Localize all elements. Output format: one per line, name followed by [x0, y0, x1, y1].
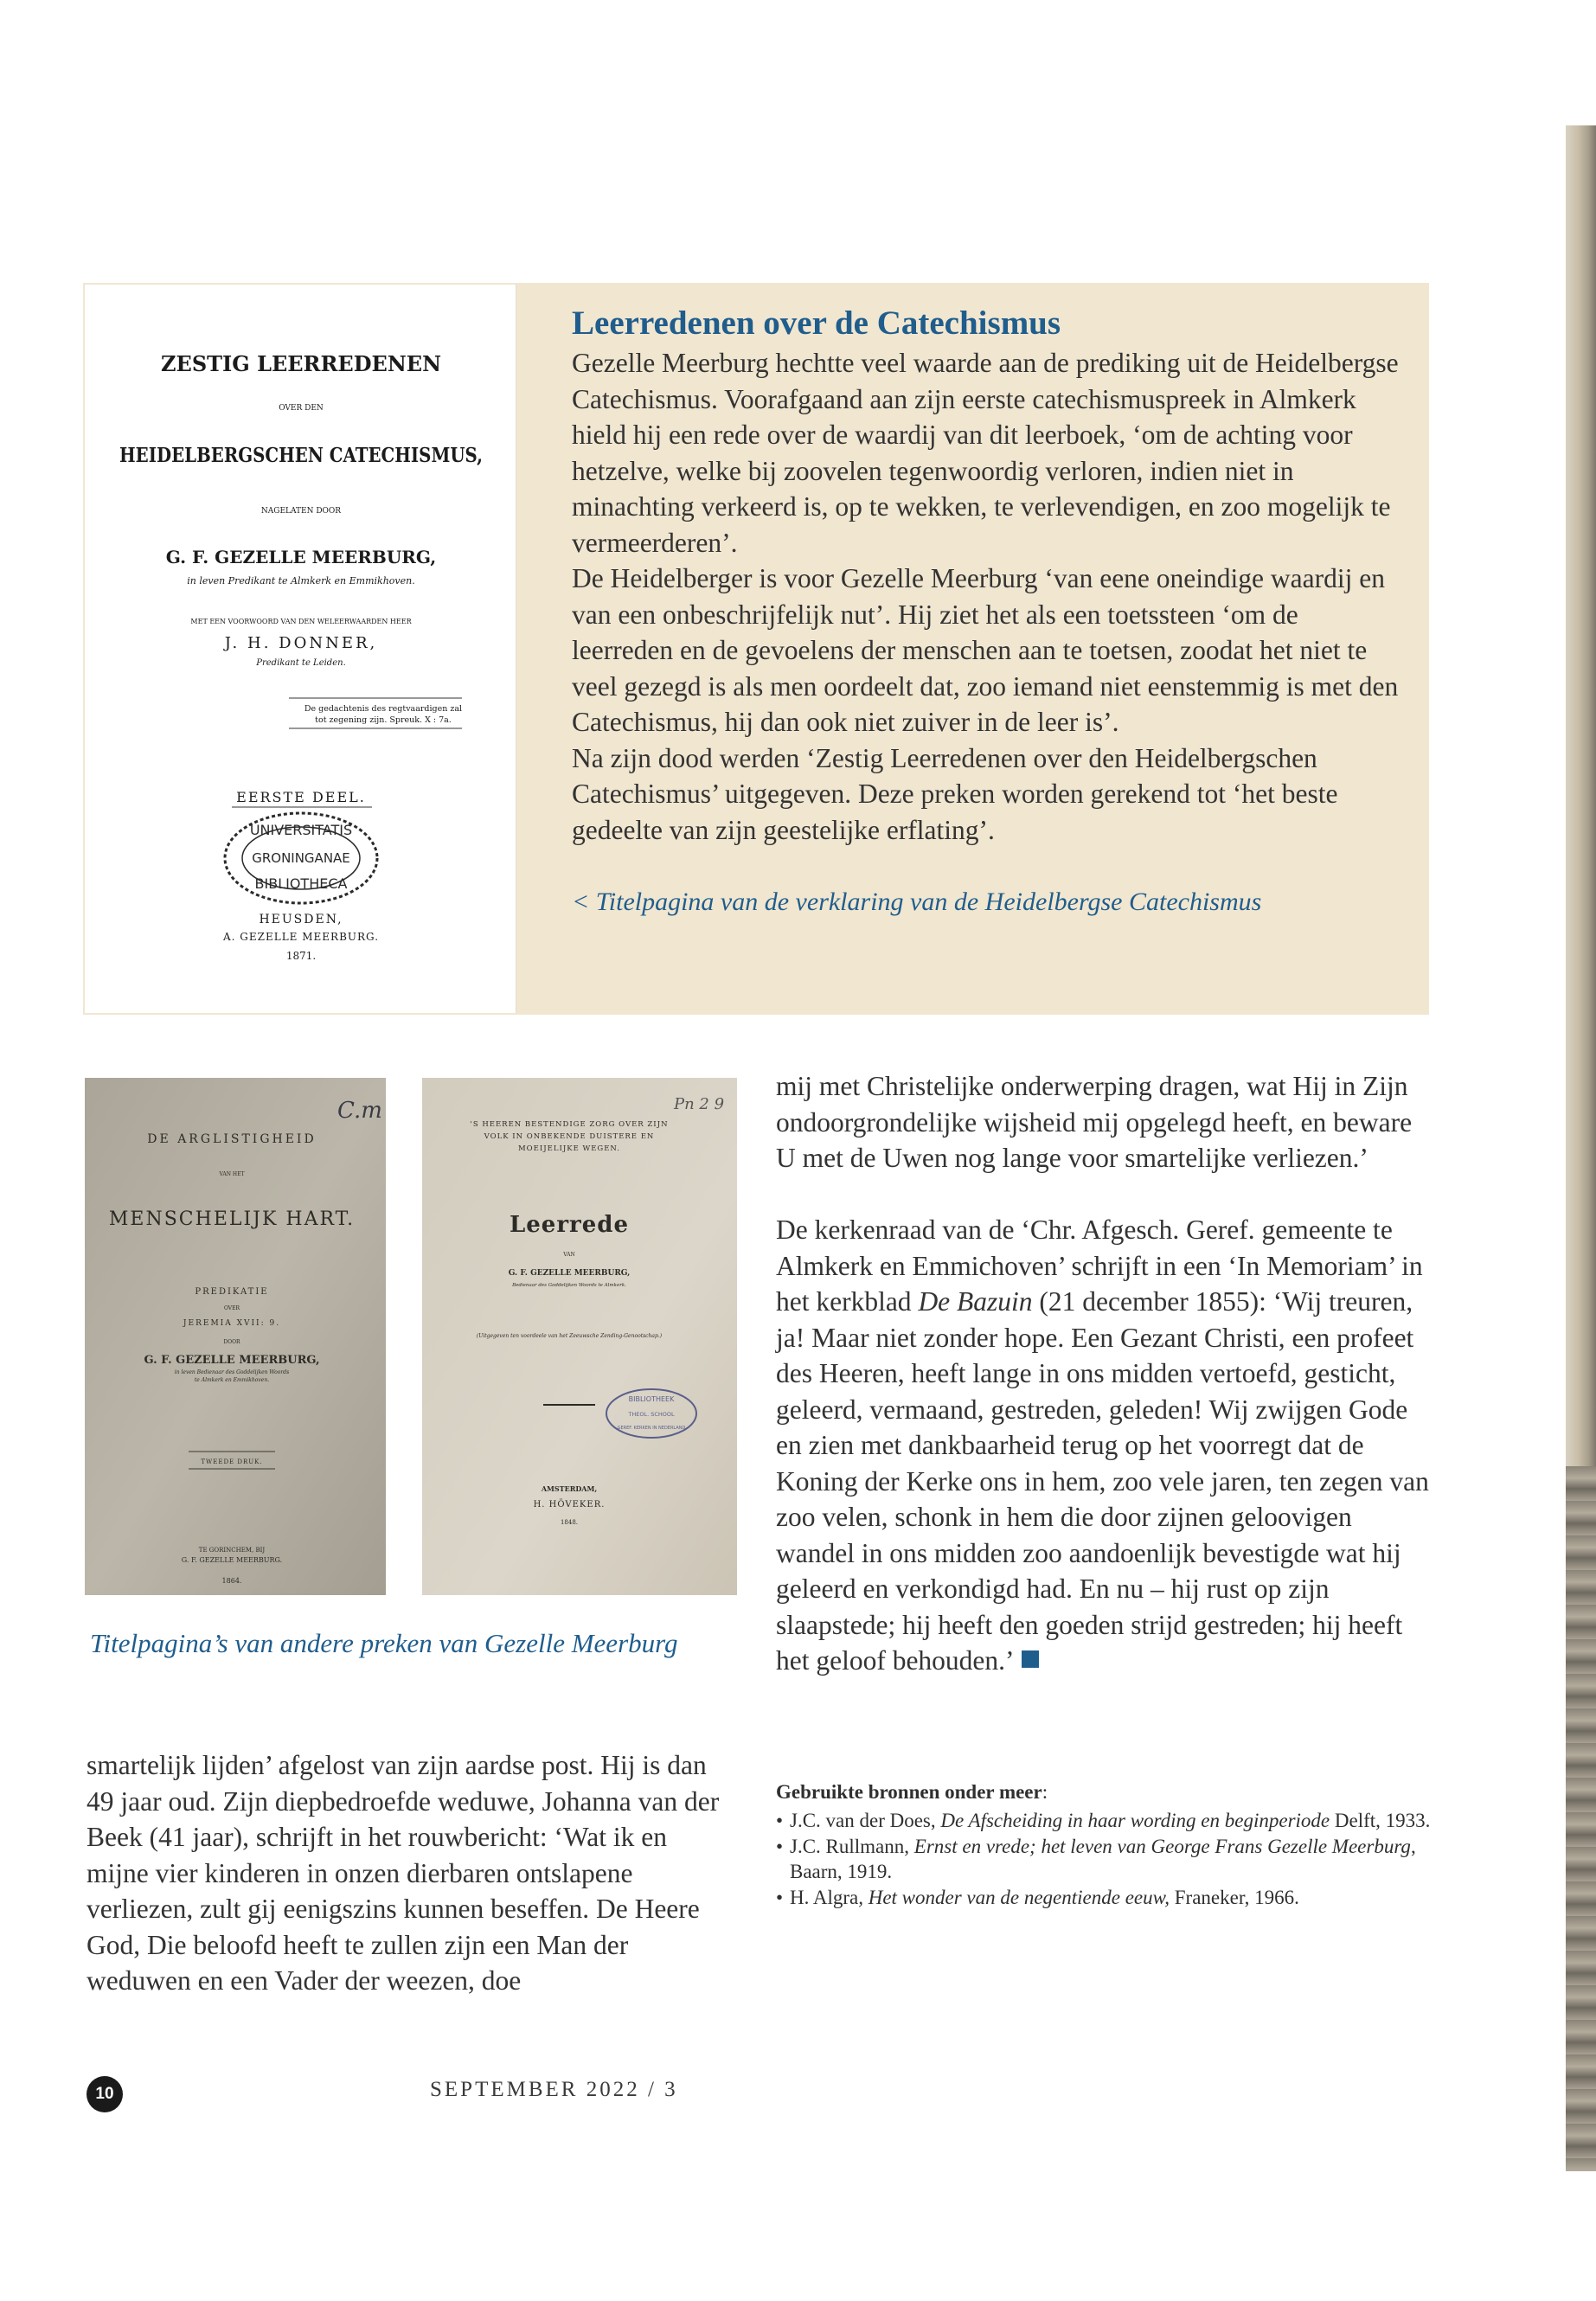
tp-foreword-name: J. H. DONNER, [224, 634, 378, 652]
scan1-line4: PREDIKATIE [195, 1287, 269, 1297]
bullet-icon: • [776, 1836, 784, 1857]
adjacent-page-photo [1566, 1466, 1596, 2171]
source-item [776, 1886, 1433, 1911]
source-3-title: , Het wonder van de negentiende eeuw, [858, 1887, 1170, 1908]
scan1-publisher: G. F. GEZELLE MEERBURG. [181, 1556, 283, 1564]
right-paragraph-2-b: (21 december 1855): ‘Wij treuren, ja! Maar niet zonder hope. Een Gezant Christi, een profeet des Heeren, heeft lange in ons midden vertoefd, gesticht, geleerd, vermaand, gestreden, geleden! Wij zwijgen Gode en zien met dankbaarheid terug op het voorregt dat de Koning der Kerke ons in hem, zoo vele jaren, ten zegen van zoo velen, schonk in hem die door zijnen geloovigen wandel in ons midden zoo aandoenlijk bevestigde wat hij geleerd en verkondigd had. En nu – hij rust op zijn slaapstede; hij heeft den goeden strijd gestreden; hij heeft het geloof behouden.’ [776, 1286, 1429, 1676]
scan1-paper [85, 1078, 386, 1595]
adjacent-page-edge [1566, 125, 1596, 2171]
scan2-line2: VOLK IN ONBEKENDE DUISTERE EN [484, 1132, 655, 1141]
sources [776, 1780, 1433, 1913]
source-3-author: H. Algra [790, 1887, 859, 1908]
box-paragraph-1: Gezelle Meerburg hechtte veel waarde aan de prediking uit de Heidelbergse Catechismus. Voorafgaand aan zijn eerste catechismuspreek in Almkerk hield hij een rede over de waardij van dit leerboek, ‘om de achting voor hetzelve, welke bij zoovelen tegenwoordig verloren, indien niet in minachting verkeerd is, op te wekken, te verlevendigen, en zoo mogelijk te vermeerderen’. [572, 348, 1399, 558]
sources-heading: Gebruikte bronnen onder meer [776, 1781, 1042, 1803]
scan2-corner: Pn 2 9 [673, 1095, 725, 1113]
scan2-stamp1: BIBLIOTHEEK [628, 1395, 675, 1403]
scan2-place: AMSTERDAM, [541, 1484, 598, 1493]
scan-arglistigheid [85, 1078, 386, 1595]
sources-heading-line [776, 1780, 1433, 1805]
tp-place: HEUSDEN, [259, 913, 343, 926]
tp-foreword: MET EEN VOORWOORD VAN DEN WELEERWAARDEN HEER [190, 618, 412, 625]
images-caption: Titelpagina’s van andere preken van Gezelle Meerburg [90, 1628, 678, 1658]
issue-label: SEPTEMBER 2022 / 3 [430, 2078, 678, 2101]
right-column [776, 1068, 1433, 1679]
stamp-mid: GRONINGANAE [252, 850, 350, 866]
sources-heading-colon: : [1042, 1781, 1048, 1803]
box-text [572, 304, 1402, 920]
left-column [87, 1747, 727, 1999]
scan1-line7: DOOR [223, 1339, 240, 1345]
scan1-corner: C.m [337, 1098, 382, 1124]
right-paragraph-2-a: De kerkenraad van de ‘Chr. Afgesch. Geref. gemeente te Almkerk en Emmichoven’ schrijft in een ‘In Memoriam’ in het kerkblad [776, 1215, 1423, 1317]
scan2-author-sub: Bedienaar des Goddelijken Woords te Almkerk. [512, 1283, 626, 1288]
source-2-author: J.C. Rullmann, [790, 1836, 914, 1857]
scan1-author-sub2: te Almkerk en Emmikhoven. [194, 1377, 270, 1383]
source-3-rest: Franeker, 1966. [1170, 1887, 1299, 1908]
scan1-line6: JEREMIA XVII: 9. [183, 1319, 281, 1328]
tp-author-sub: in leven Predikant te Almkerk en Emmikhoven. [187, 575, 415, 586]
scan1-volume: TWEEDE DRUK. [201, 1458, 263, 1465]
scan1-line3: MENSCHELIJK HART. [108, 1208, 356, 1230]
scan2-author: G. F. GEZELLE MEERBURG, [508, 1269, 631, 1278]
scan2-year: 1848. [560, 1519, 579, 1526]
title-page-scan [85, 285, 516, 1013]
source-1-title: De Afscheiding in haar wording en beginperiode [940, 1809, 1330, 1831]
catechismus-box [83, 283, 1429, 1015]
tp-line3: HEIDELBERGSCHEN CATECHISMUS, [119, 444, 483, 467]
source-2-rest: , Baarn, 1919. [790, 1836, 1416, 1882]
tp-volume: EERSTE DEEL. [236, 789, 366, 805]
scan2-van: VAN [563, 1252, 575, 1258]
source-2-title: Ernst en vrede; het leven van George Frans Gezelle Meerburg [913, 1836, 1411, 1857]
box-title: Leerredenen over de Catechismus [572, 304, 1061, 342]
scan1-place: TE GORINCHEM, BIJ [198, 1547, 266, 1554]
tp-motto2: tot zegening zijn. Spreuk. X : 7a. [315, 715, 452, 725]
scan2-stamp2: THEOL. SCHOOL [628, 1411, 675, 1418]
sources-list [776, 1809, 1433, 1911]
right-paragraph-2 [776, 1212, 1433, 1679]
tp-year: 1871. [285, 950, 317, 962]
scan1-line2: VAN HET [219, 1171, 245, 1177]
scan1-author: G. F. GEZELLE MEERBURG, [144, 1354, 320, 1367]
scan2-line1: 'S HEEREN BESTENDIGE ZORG OVER ZIJN [470, 1120, 669, 1129]
tp-line4: NAGELATEN DOOR [260, 507, 342, 516]
scan1-year: 1864. [221, 1577, 242, 1585]
box-paragraph-2: De Heidelberger is voor Gezelle Meerburg ‘van eene oneindige waardij en van een onbeschrijfelijk nut’. Hij ziet het als een toetssteen ‘om de leerreden en de gevoelens der menschen aan te toetsen, zoodat het niet te veel gezegd is als men oordeelt dat, zoo iemand niet eenstemmig is met den Catechismus, hij dan ook niet zuiver in de leer is’. [572, 563, 1399, 737]
tp-author: G. F. GEZELLE MEERBURG, [165, 547, 437, 567]
tp-publisher: A. GEZELLE MEERBURG. [222, 931, 380, 943]
scan1-line5: OVER [223, 1305, 240, 1311]
left-column-text: smartelijk lijden’ afgelost van zijn aardse post. Hij is dan 49 jaar oud. Zijn diepbedroefde weduwe, Johanna van der Beek (41 jaar), schrijft in het rouwbericht: ‘Wat ik en mijne vier kinderen in onzen dierbaren ontslapene verliezen, zult gij eenigszins kunnen beseffen. De Heere God, Die beloofd heeft te zullen zijn een Man der weduwen en een Vader der weezen, doe [87, 1750, 720, 1996]
tp-line2: OVER DEN [279, 404, 324, 413]
source-1-author: J.C. van der Does, [790, 1809, 941, 1831]
right-paragraph-1: mij met Christelijke onderwerping dragen, wat Hij in Zijn ondoorgrondelijke wijsheid mij opgelegd heeft, en beware U met de Uwen nog lange voor smartelijke verliezen.’ [776, 1071, 1413, 1173]
scan2-note: (Uitgegeven ten voordeele van het Zeeuwsche Zending-Genootschap.) [476, 1333, 663, 1339]
scan2-title: Leerrede [509, 1212, 630, 1238]
scan1-author-sub1: in leven Bedienaar des Goddelijken Woords [174, 1369, 290, 1375]
stamp-top: UNIVERSITATIS [249, 822, 353, 838]
bullet-icon: • [776, 1887, 784, 1908]
tp-line1: ZESTIG LEERREDENEN [161, 351, 441, 376]
stamp-bottom: BIBLIOTHECA [254, 875, 348, 892]
scan2-publisher: H. HÖVEKER. [533, 1500, 606, 1509]
title-page-image [85, 285, 516, 1013]
library-stamp [225, 813, 377, 903]
source-item [776, 1809, 1433, 1834]
source-1-rest: Delft, 1933. [1330, 1809, 1431, 1831]
scan2-line3: MOEIJELIJKE WEGEN. [517, 1144, 621, 1153]
scan-leerrede [422, 1078, 737, 1595]
bazuin-title: De Bazuin [918, 1286, 1033, 1317]
source-item [776, 1835, 1433, 1884]
box-paragraph-3: Na zijn dood werden ‘Zestig Leerredenen over den Heidelbergschen Catechismus’ uitgegeven. Deze preken worden gerekend tot ‘het beste gedeelte van zijn geestelijke erflating’. [572, 742, 1338, 845]
end-mark-icon [1022, 1650, 1039, 1668]
tp-foreword-sub: Predikant te Leiden. [256, 658, 346, 668]
scan2-stamp3: GEREF. KERKEN IN NEDERLAND [617, 1426, 686, 1431]
bullet-icon: • [776, 1809, 784, 1831]
tp-motto1: De gedachtenis des regtvaardigen zal [304, 704, 463, 714]
page-number: 10 [87, 2076, 123, 2112]
box-caption: < Titelpagina van de verklaring van de Heidelbergse Catechismus [572, 888, 1262, 916]
scan1-line1: DE ARGLISTIGHEID [147, 1132, 317, 1146]
